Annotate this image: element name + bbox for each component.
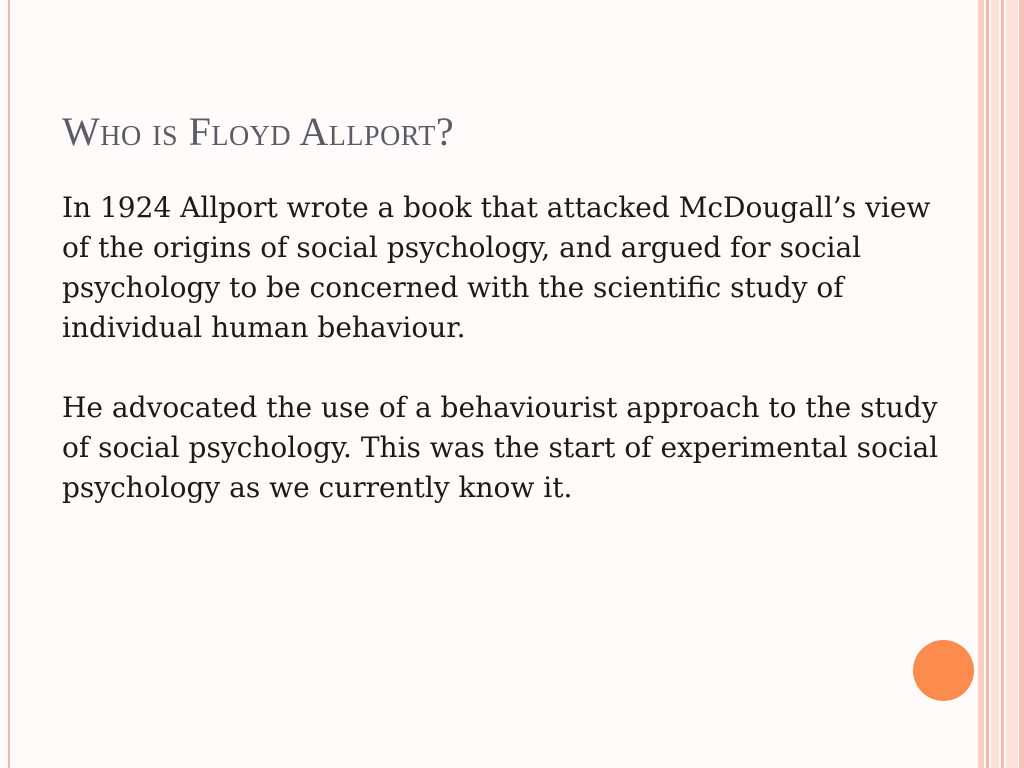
slide-title: Who is Floyd Allport? xyxy=(62,109,455,154)
slide-body xyxy=(62,188,962,548)
right-border-stripe xyxy=(1019,0,1024,768)
body-paragraph: He advocated the use of a behaviourist approach to the study of social psychology. This was the start of experimental social psychology as we currently know it. xyxy=(62,391,939,504)
right-border-stripe xyxy=(991,0,999,768)
body-paragraph: In 1924 Allport wrote a book that attacked McDougall’s view of the origins of social psychology, and argued for social psychology to be concerned with the scientific study of individual human behaviour. xyxy=(62,191,931,344)
left-border-rule xyxy=(8,0,10,768)
accent-circle xyxy=(913,640,974,701)
right-border-stripe xyxy=(978,0,984,768)
right-border-stripe xyxy=(986,0,989,768)
right-border-stripe xyxy=(1006,0,1018,768)
right-border-stripe xyxy=(1001,0,1004,768)
